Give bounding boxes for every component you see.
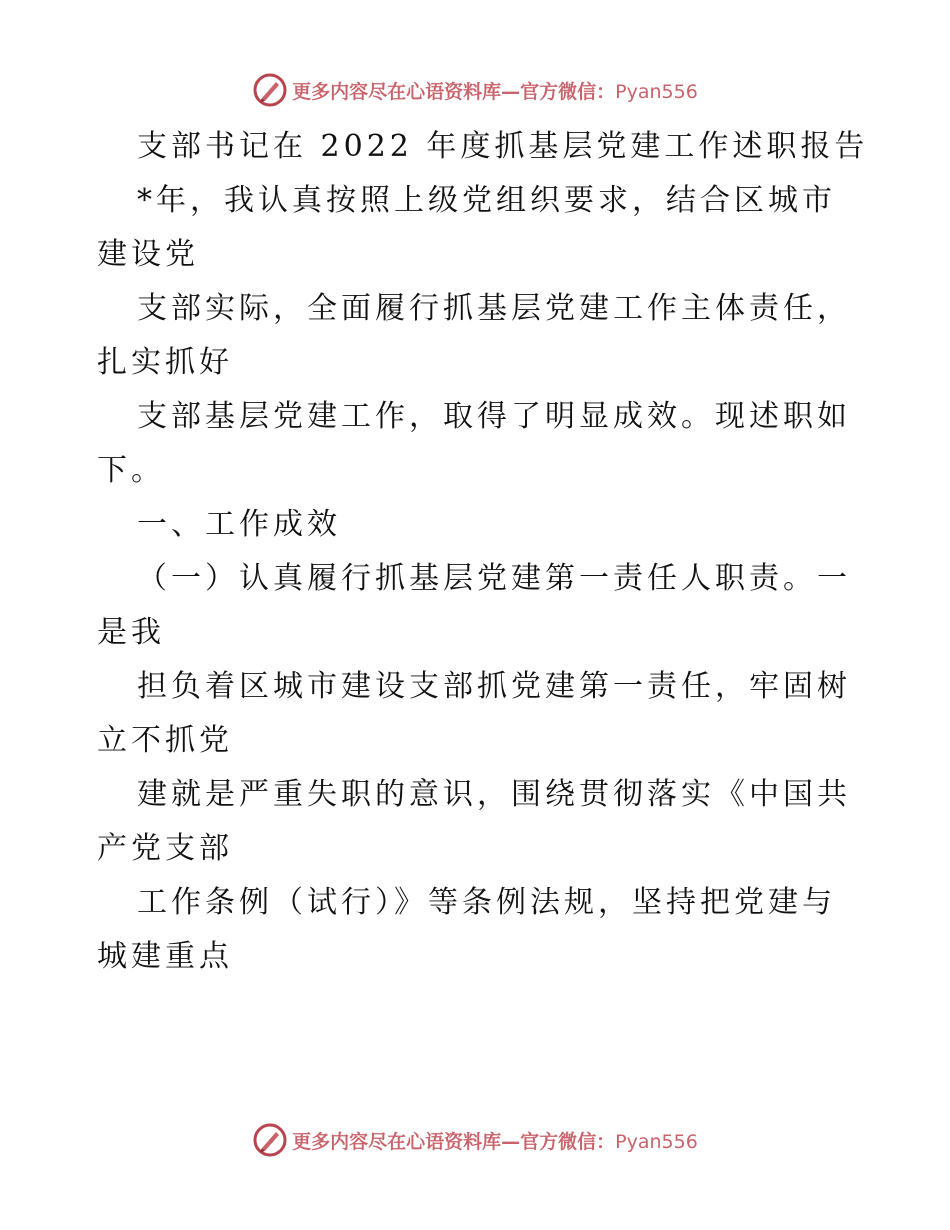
watermark-text: 更多内容尽在心语资料库—官方微信：Pyan556 <box>292 80 698 103</box>
document-title: 支部书记在 2022 年度抓基层党建工作述职报告 <box>137 129 869 164</box>
document-body <box>97 120 869 984</box>
watermark-banner-top <box>0 70 950 110</box>
paragraph-line: 扎实抓好 <box>97 345 233 380</box>
section-heading: 一、工作成效 <box>137 507 341 542</box>
paragraph-line: 立不抓党 <box>97 723 233 758</box>
paragraph-line: 城建重点 <box>97 939 233 974</box>
paragraph-line: 担负着区城市建设支部抓党建第一责任，牢固树 <box>137 669 851 704</box>
paragraph-line: 支部实际，全面履行抓基层党建工作主体责任， <box>137 291 851 326</box>
paragraph-line: （一）认真履行抓基层党建第一责任人职责。一 <box>137 561 851 596</box>
paragraph-line: 工作条例（试行）》等条例法规，坚持把党建与 <box>137 885 836 920</box>
paragraph-line: 建就是严重失职的意识，围绕贯彻落实《中国共 <box>137 777 851 812</box>
paragraph-line: 支部基层党建工作，取得了明显成效。现述职如 <box>137 399 851 434</box>
pen-logo-icon <box>252 1122 288 1158</box>
paragraph-line: 下。 <box>97 453 165 488</box>
paragraph-line: *年，我认真按照上级党组织要求，结合区城市 <box>137 183 836 218</box>
paragraph-line: 产党支部 <box>97 831 233 866</box>
watermark-text: 更多内容尽在心语资料库—官方微信：Pyan556 <box>292 1130 698 1153</box>
paragraph-line: 是我 <box>97 615 165 650</box>
watermark-banner-bottom <box>0 1120 950 1160</box>
paragraph-line: 建设党 <box>97 237 199 272</box>
pen-logo-icon <box>252 72 288 108</box>
